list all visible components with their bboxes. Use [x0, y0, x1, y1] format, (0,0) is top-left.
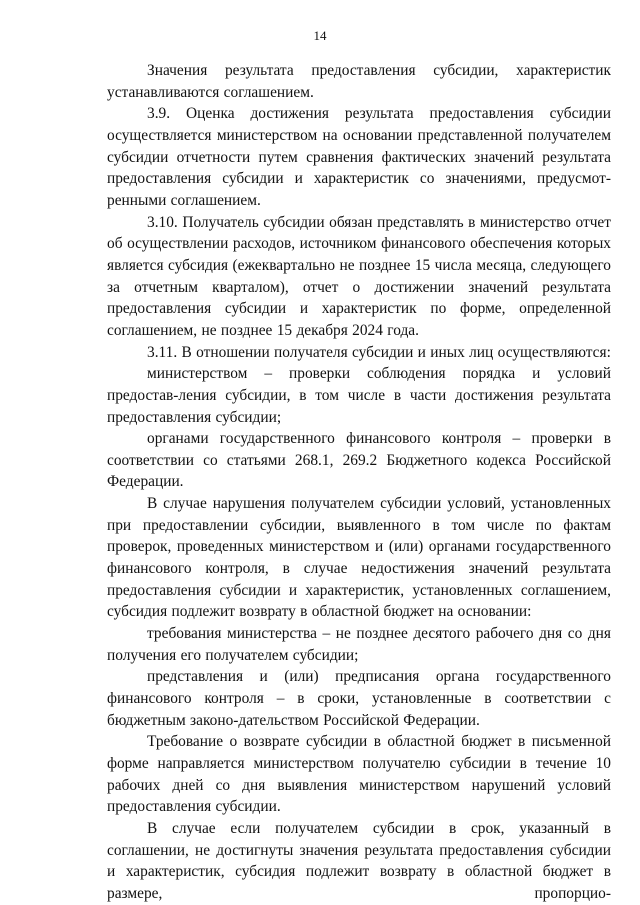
paragraph-3-9-assessment: 3.9. Оценка достижения результата предоставления субсидии осуществляется министерством на основании представленной получателем субсидии отчетности путем сравнения фактических значений результата предоставления субсидии и характеристик со значениями, предусмот-ренными соглашением. [107, 105, 611, 209]
page-number: 14 [313, 28, 327, 43]
paragraph-ministry-checks: министерством – проверки соблюдения порядка и условий предостав-ления субсидии, в том числе в части достижения результата предоставления субсидии; [107, 365, 611, 426]
paragraph-ministry-demand: требования министерства – не позднее десятого рабочего дня со дня получения его получателем субсидии; [107, 625, 611, 664]
paragraph-results-values: Значения результата предоставления субсидии, характеристик устанавливаются соглашением. [107, 62, 611, 101]
paragraph-violation-refund: В случае нарушения получателем субсидии условий, установленных при предоставлении субсидии, выявленного в том числе по фактам проверок, проведенных министерством и (или) органами государственного финансового контроля, в случае недостижения значений результата предоставления субсидии и характеристик, установленных соглашением, субсидия подлежит возврату в областной бюджет на основании: [107, 495, 611, 621]
paragraph-control-order: представления и (или) предписания органа государственного финансового контроля – в сроки, установленные в соответствии с бюджетным законо-дательством Российской Федерации. [107, 668, 611, 729]
document-body [107, 60, 611, 905]
paragraph-3-10-reporting: 3.10. Получатель субсидии обязан представлять в министерство отчет об осуществлении расходов, источником финансового обеспечения которых является субсидия (ежеквартально не позднее 15 числа месяца, следующего за отчетным кварталом), отчет о достижении значений результата предоставления субсидии и характеристик по форме, определенной соглашением, не позднее 15 декабря 2024 года. [107, 213, 611, 339]
paragraph-3-11-inspections: 3.11. В отношении получателя субсидии и иных лиц осуществляются: [147, 343, 611, 361]
paragraph-proportional-refund: В случае если получателем субсидии в срок, указанный в соглашении, не достигнуты значения результата предоставления субсидии и характеристик, субсидия подлежит возврату в областной бюджет в размере, пропорцио- [107, 819, 611, 902]
paragraph-written-demand: Требование о возврате субсидии в областной бюджет в письменной форме направляется министерством получателю субсидии в течение 10 рабочих дней со дня выявления министерством нарушений условий предоставления субсидии. [107, 733, 611, 816]
paragraph-financial-control-checks: органами государственного финансового контроля – проверки в соответствии со статьями 268.1, 269.2 Бюджетного кодекса Российской Федерации. [107, 430, 611, 491]
